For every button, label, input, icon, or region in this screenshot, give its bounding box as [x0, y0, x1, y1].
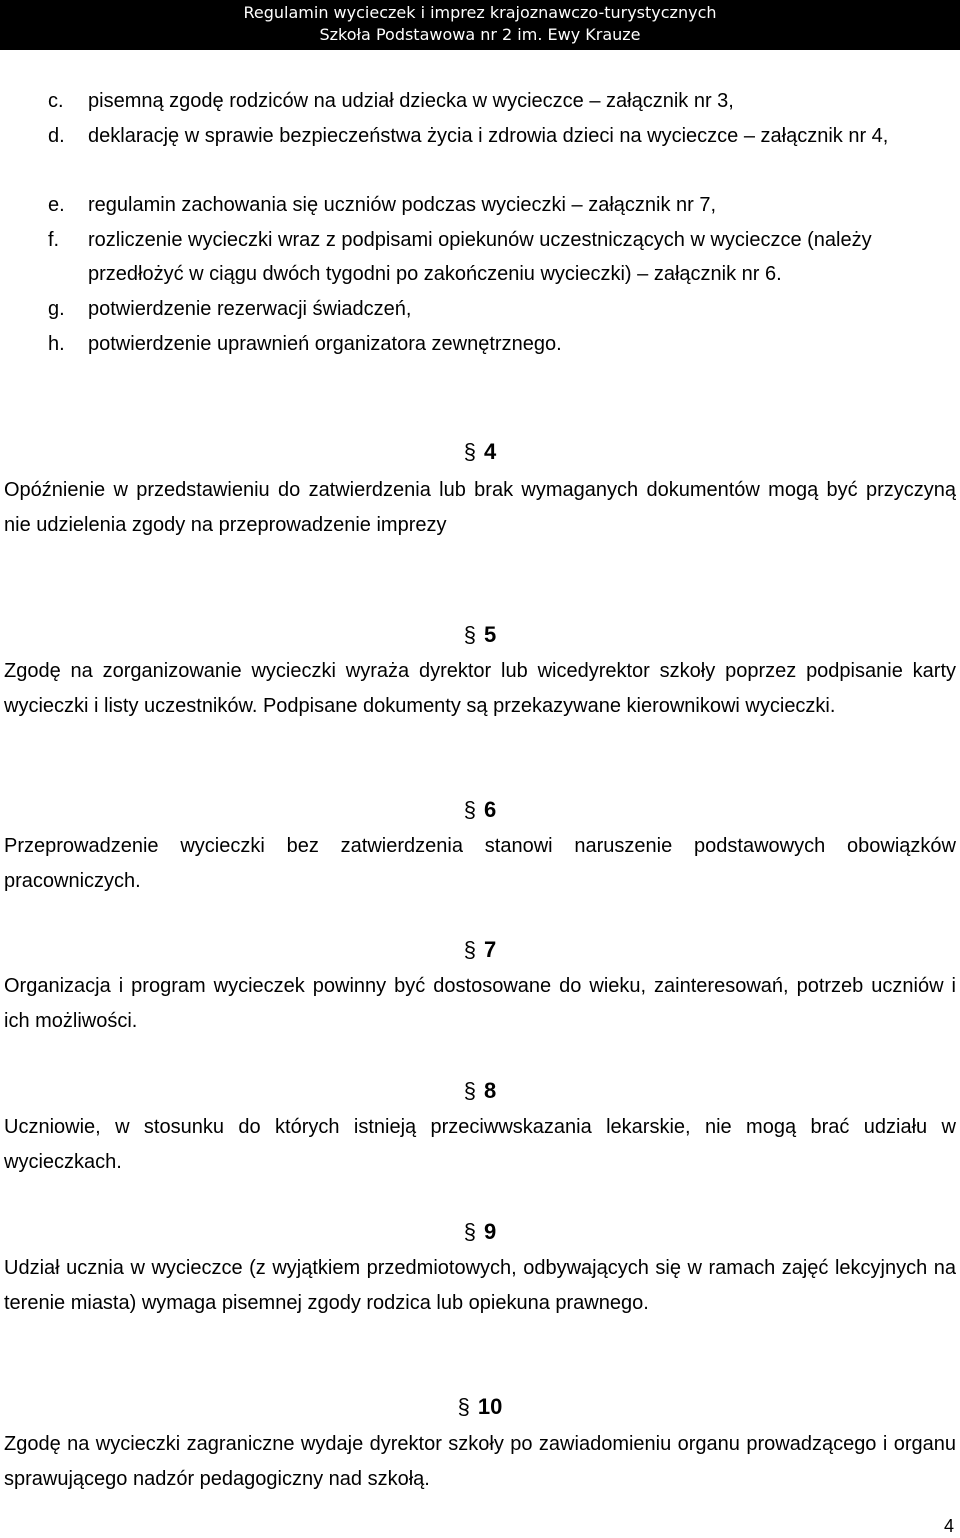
page-number: 4	[943, 1516, 954, 1536]
list-marker: d.	[48, 125, 65, 147]
section-number: 10	[477, 1394, 503, 1419]
list-item	[48, 292, 958, 326]
section-text: Udział ucznia w wycieczce (z wyjątkiem przedmiotowych, odbywających się w ramach zajęć lekcyjnych na terenie miasta) wymaga pisemnej zgody rodzica lub opiekuna prawnego.	[4, 1257, 956, 1314]
section-number: 6	[484, 797, 497, 822]
list-item-text: rozliczenie wycieczki wraz z podpisami opiekunów uczestniczących w wycieczce (należy przedłożyć w ciągu dwóch tygodni po zakończeniu wycieczki) – załącznik nr 6.	[88, 229, 872, 285]
section-text: Uczniowie, w stosunku do których istnieją przeciwwskazania lekarskie, nie mogą brać udziału w wycieczkach.	[4, 1116, 956, 1173]
list-item	[48, 327, 958, 361]
section-heading	[0, 435, 960, 469]
paragraph-symbol: §	[463, 797, 476, 822]
section-heading	[0, 1215, 960, 1249]
list-item	[48, 119, 958, 153]
paragraph-symbol: §	[457, 1394, 470, 1419]
section-heading	[0, 933, 960, 967]
list-marker: h.	[48, 333, 65, 355]
section-text: Zgodę na zorganizowanie wycieczki wyraża dyrektor lub wicedyrektor szkoły poprzez podpisanie karty wycieczki i listy uczestników. Podpisane dokumenty są przekazywane kierownikowi wycieczki.	[4, 660, 956, 717]
section-heading	[0, 1390, 960, 1424]
list-marker: c.	[48, 90, 64, 112]
paragraph-symbol: §	[463, 1219, 476, 1244]
header-title: Regulamin wycieczek i imprez krajoznawczo-turystycznych	[243, 3, 717, 22]
list-item-text: regulamin zachowania się uczniów podczas wycieczki – załącznik nr 7,	[88, 194, 717, 216]
list-item-text: pisemną zgodę rodziców na udział dziecka w wycieczce – załącznik nr 3,	[88, 90, 734, 112]
section-text: Przeprowadzenie wycieczki bez zatwierdzenia stanowi naruszenie podstawowych obowiązków pracowniczych.	[4, 835, 956, 892]
list-item-text: potwierdzenie uprawnień organizatora zewnętrznego.	[88, 333, 562, 355]
paragraph-symbol: §	[463, 439, 476, 464]
paragraph-symbol: §	[463, 937, 476, 962]
section-number: 5	[484, 622, 497, 647]
section-text: Zgodę na wycieczki zagraniczne wydaje dyrektor szkoły po zawiadomieniu organu prowadzącego i organu sprawującego nadzór pedagogiczny nad szkołą.	[4, 1433, 956, 1490]
list-marker: f.	[48, 229, 60, 251]
section-number: 9	[484, 1219, 497, 1244]
list-item	[48, 223, 958, 291]
list-marker: g.	[48, 298, 65, 320]
section-heading	[0, 793, 960, 827]
section-number: 4	[484, 439, 497, 464]
section-heading	[0, 618, 960, 652]
header-school: Szkoła Podstawowa nr 2 im. Ewy Krauze	[319, 25, 641, 44]
section-number: 8	[484, 1078, 497, 1103]
list-marker: e.	[48, 194, 65, 216]
page-header	[0, 0, 960, 50]
section-text: Organizacja i program wycieczek powinny być dostosowane do wieku, zainteresowań, potrzeb uczniów i ich możliwości.	[4, 975, 956, 1032]
section-heading	[0, 1074, 960, 1108]
section-number: 7	[484, 937, 497, 962]
list-item	[48, 188, 958, 222]
list-item-text: potwierdzenie rezerwacji świadczeń,	[88, 298, 412, 320]
paragraph-symbol: §	[463, 622, 476, 647]
list-item	[48, 84, 958, 118]
section-text: Opóźnienie w przedstawieniu do zatwierdzenia lub brak wymaganych dokumentów mogą być przyczyną nie udzielenia zgody na przeprowadzenie imprezy	[4, 479, 956, 536]
paragraph-symbol: §	[463, 1078, 476, 1103]
list-item-text: deklarację w sprawie bezpieczeństwa życia i zdrowia dzieci na wycieczce – załącznik nr 4,	[88, 125, 889, 147]
